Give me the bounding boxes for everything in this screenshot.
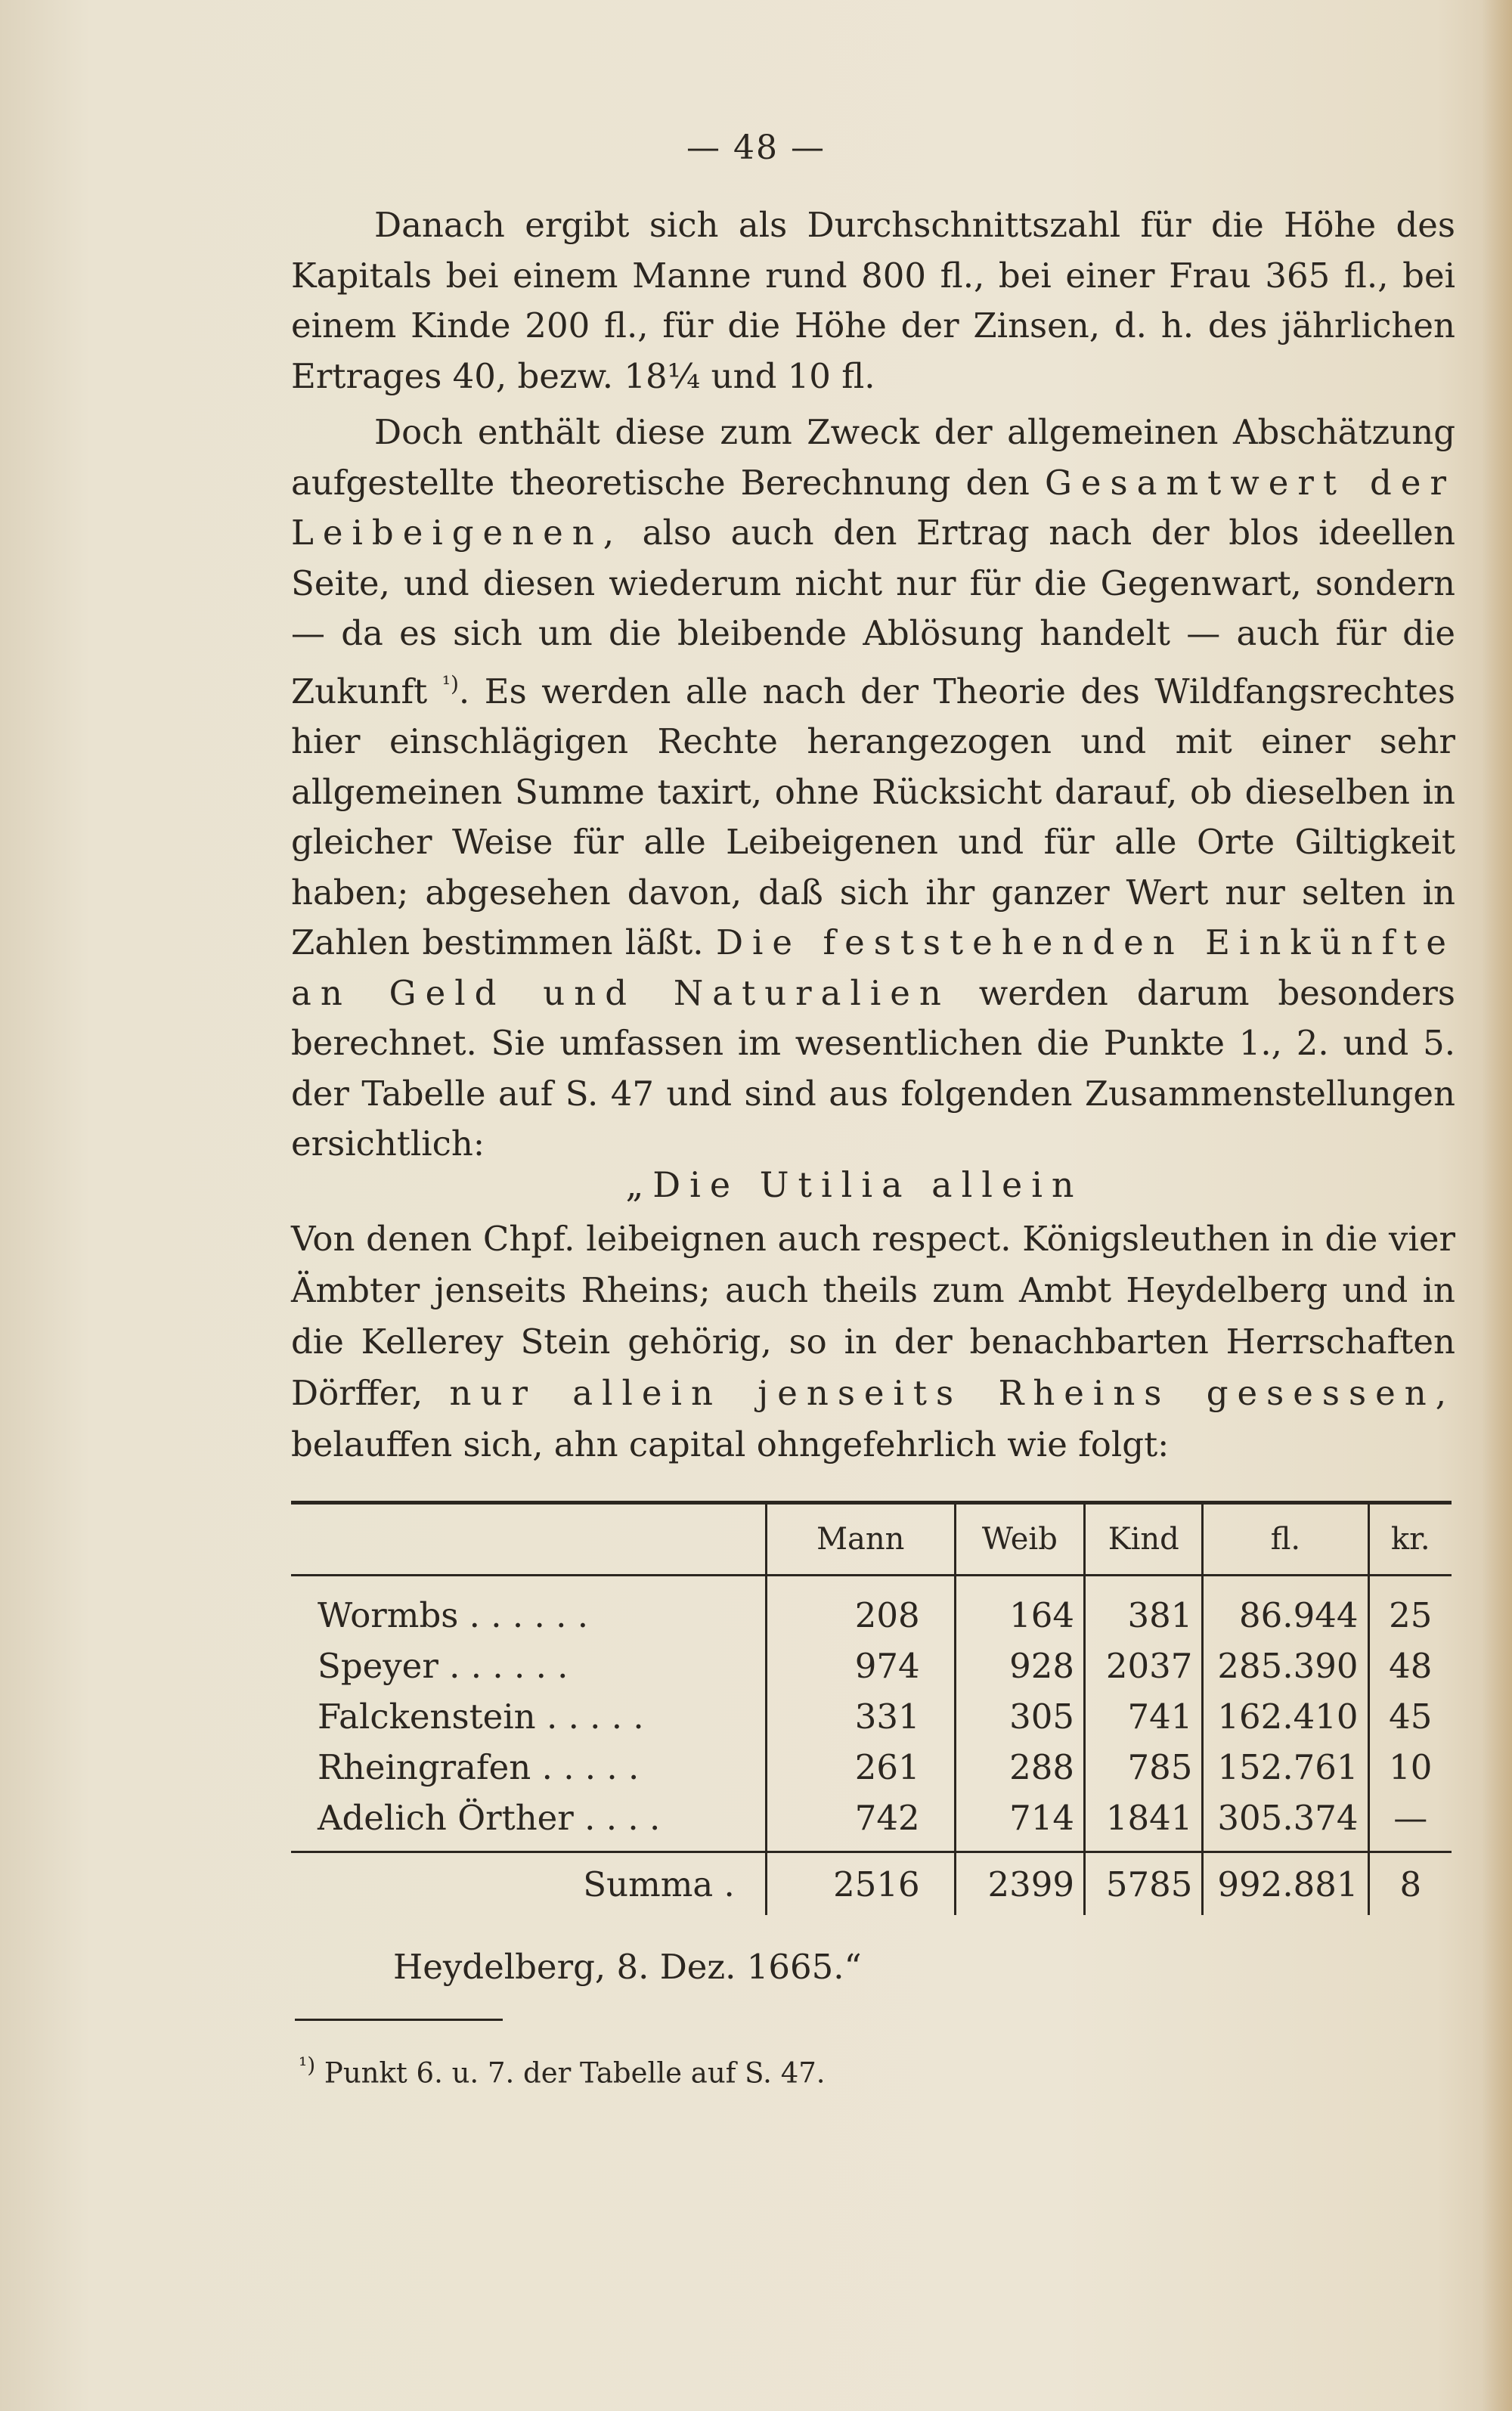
cell-mann: 261 [766,1742,955,1793]
cell-kr: 45 [1389,1697,1433,1737]
quote-part-c: belauffen sich, ahn capital ohngefehrlich wie folgt: [291,1424,1170,1464]
header-kind: Kind [1085,1505,1203,1576]
cell-fl: 152.761 [1203,1742,1368,1793]
header-fl: fl. [1203,1505,1368,1576]
cell-mann: 208 [766,1576,955,1641]
quote-body [291,1213,1455,1470]
table-row [291,1793,1452,1852]
emphasis-gesamtwert: Gesamtwert der Leibeigenen, [291,462,1455,553]
quote-paragraph [291,1213,1455,1470]
footnote [299,2053,826,2089]
footnote-text: Punkt 6. u. 7. der Tabelle auf S. 47. [324,2056,826,2090]
row-name: Wormbs . . . . . . [291,1576,766,1641]
page-number: — 48 — [686,129,826,167]
header-kr: kr. [1368,1505,1452,1576]
cell-mann: 331 [766,1691,955,1742]
sum-mann: 2516 [766,1852,955,1916]
row-name: Falckenstein . . . . . [291,1691,766,1742]
cell-fl: 86.944 [1203,1576,1368,1641]
paragraph-2-part-c: also auch den Ertrag nach der blos ideellen Seite, und diesen wiederum nicht nur für die Gegenwart, sondern — da es sich um die bleibende Ablösung handelt — auch für die Zukunft [291,513,1455,711]
cell-weib: 305 [955,1691,1084,1742]
sum-fl: 992.881 [1203,1852,1368,1916]
date-line: Heydelberg, 8. Dez. 1665.“ [393,1947,862,1987]
header-empty [291,1505,766,1576]
header-weib: Weib [955,1505,1084,1576]
row-name: Speyer . . . . . . [291,1641,766,1691]
paragraph-2-part-f: werden darum besonders berechnet. Sie umfassen im wesentlichen die Punkte 1., 2. und 5. der Tabelle auf S. 47 und sind aus folgenden Zusammenstellungen ersichtlich: [291,972,1456,1164]
cell-weib: 288 [955,1742,1084,1793]
cell-weib: 928 [955,1641,1084,1691]
sum-label: Summa . [291,1852,766,1916]
paragraph-2-part-a: Doch enthält diese zum Zweck der allgemeinen Abschätzung aufgestellte theoretische Berechnung den [291,412,1455,503]
row-name: Rheingrafen . . . . . [291,1742,766,1793]
table-row [291,1691,1452,1742]
footnote-mark: ¹) [299,2053,316,2078]
quote-emphasis: nur allein jenseits Rheins gesessen, [449,1373,1455,1413]
footnote-reference[interactable]: ¹) [442,671,459,696]
page-edge [1482,0,1512,2411]
cell-weib: 714 [955,1793,1084,1852]
cell-weib: 164 [955,1576,1084,1641]
cell-fl: 162.410 [1203,1691,1368,1742]
table-row [291,1742,1452,1793]
paragraph-2-part-d: . Es werden alle nach der Theorie des Wildfangsrechtes hier einschlägigen Rechte herangezogen und mit einer sehr allgemeinen Summe taxirt, ohne Rücksicht darauf, ob dieselben in gleicher Weise für alle Leibeigenen und für alle Orte Giltigkeit haben; abgesehen davon, daß sich ihr ganzer Wert nur selten in Zahlen bestimmen läßt. [291,671,1455,962]
table-header-row [291,1505,1452,1576]
sum-kind: 5785 [1085,1852,1203,1916]
cell-kr: 10 [1389,1747,1433,1787]
cell-kind: 2037 [1085,1641,1203,1691]
cell-kr: 48 [1389,1646,1433,1686]
cell-kind: 785 [1085,1742,1203,1793]
paragraph-1: Danach ergibt sich als Durchschnittszahl für die Höhe des Kapitals bei einem Manne rund 800 fl., bei einer Frau 365 fl., bei einem Kinde 200 fl., für die Höhe der Zinsen, d. h. des jährlichen Ertrages 40, bezw. 18¼ und 10 fl. [291,205,1455,396]
table-row [291,1576,1452,1641]
sum-weib: 2399 [955,1852,1084,1916]
cell-fl: 285.390 [1203,1641,1368,1691]
cell-fl: 305.374 [1203,1793,1368,1852]
cell-kr: — [1368,1793,1452,1852]
table-row [291,1641,1452,1691]
quote-part-a: Von denen Chpf. leibeignen auch respect. Königsleuthen in die vier Ämbter jenseits Rheins; auch theils zum Ambt Heydelberg und in die Kellerey Stein gehörig, so in der benachbarten Herrschaften Dörffer, [291,1219,1455,1413]
cell-kind: 741 [1085,1691,1203,1742]
sum-kr: 8 [1399,1864,1422,1904]
cell-kind: 381 [1085,1576,1203,1641]
row-name: Adelich Örther . . . . [291,1793,766,1852]
body-text [291,200,1455,1170]
cell-mann: 974 [766,1641,955,1691]
emphasis-einkuenfte: Die feststehenden Einkünfte an Geld und Naturalien [291,922,1455,1013]
quote-title: „Die Utilia allein [625,1164,1083,1205]
footnote-rule [295,2019,503,2021]
data-table-container [291,1501,1452,1915]
cell-mann: 742 [766,1793,955,1852]
header-mann: Mann [766,1505,955,1576]
cell-kr: 25 [1389,1595,1433,1635]
cell-kind: 1841 [1085,1793,1203,1852]
data-table [291,1505,1452,1915]
paragraph-2 [291,408,1455,1170]
table-sum-row [291,1852,1452,1916]
